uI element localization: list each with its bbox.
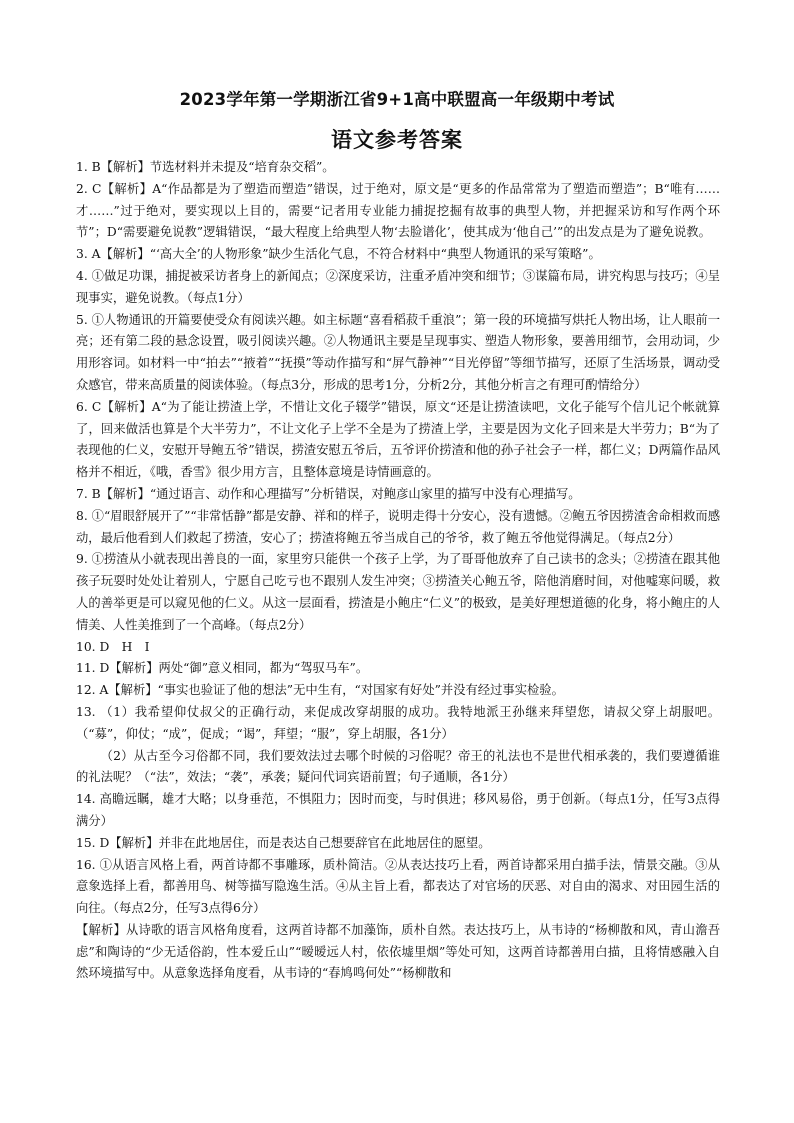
answer-paragraph: 14. 高瞻远瞩，雄才大略；以身垂范，不惧阻力；因时而变，与时俱进；移风易俗，勇于创新。（每点1分，任写3点得满分）: [76, 792, 720, 828]
answer-paragraph: 【解析】从诗歌的语言风格角度看，这两首诗都不加藻饰，质朴自然。表达技巧上，从韦诗的“杨柳散和风，青山澹吾虑”和陶诗的“少无适俗韵，性本爱丘山”“暧暧远人村，依依墟里烟”等处可知，这两首诗都善用白描，且将情感融入自然环境描写中。从意象选择角度看，从韦诗的“春鸠鸣何处”“杨柳散和: [76, 922, 720, 981]
answer-paragraph: 5. ①人物通讯的开篇要使受众有阅读兴趣。如主标题“喜看稻菽千重浪”；第一段的环境描写烘托人物出场，让人眼前一亮；还有第二段的悬念设置，吸引阅读兴趣。②人物通讯主要是呈现事实、塑造人物形象，要善用细节，会用动词，少用形容词。如材料一中“拍去”“掖着”“抚摸”等动作描写和“屏气静神”“目光停留”等细节描写，还原了生活场景，调动受众感官，带来高质量的阅读体验。（每点3分，形成的思考1分，分析2分，其他分析言之有理可酌情给分）: [76, 312, 720, 392]
answer-paragraph: 1. B【解析】节选材料并未提及“培育杂交稻”。: [76, 160, 335, 174]
answer-paragraph: 8. ①“眉眼舒展开了”“非常恬静”都是安静、祥和的样子，说明走得十分安心，没有遗憾。②鲍五爷因捞渣舍命相救而感动，最后他看到人们救起了捞渣，安心了；捞渣将鲍五爷当成自己的爷爷，救了鲍五爷他觉得满足。（每点2分）: [76, 508, 720, 545]
answer-paragraph: 7. B【解析】“通过语言、动作和心理描写”分析错误，对鲍彦山家里的描写中没有心理描写。: [76, 486, 581, 501]
document-subtitle: 语文参考答案: [331, 128, 463, 152]
answer-paragraph: 4. ①做足功课，捕捉被采访者身上的新闻点；②深度采访，注重矛盾冲突和细节；③谋篇布局，讲究构思与技巧；④呈现事实，避免说教。（每点1分）: [76, 268, 720, 305]
answer-paragraph: 9. ①捞渣从小就表现出善良的一面，家里穷只能供一个孩子上学，为了哥哥他放弃了自己读书的念头；②捞渣在跟其他孩子玩耍时处处让着别人，宁愿自己吃亏也不跟别人发生冲突；③捞渣关心鲍五爷，陪他消磨时间，对他嘘寒问暖，救人的善举更是可以窥见他的仁义。从这一层面看，捞渣是小鲍庄“仁义”的极致，是美好理想道德的化身，将小鲍庄的人情美、人性美推到了一个高峰。（每点2分）: [76, 552, 720, 632]
answer-paragraph: 10. D H I: [76, 639, 150, 654]
answer-paragraph: （2）从古至今习俗都不同，我们要效法过去哪个时候的习俗呢？帝王的礼法也不是世代相承袭的，我们要遵循谁的礼法呢？（“法”，效法；“袭”，承袭；疑问代词宾语前置；句子通顺，各1分）: [76, 748, 720, 785]
answer-body: [76, 157, 720, 985]
answer-paragraph: 15. D【解析】并非在此地居住，而是表达自己想要辞官在此地居住的愿望。: [76, 835, 491, 850]
answer-paragraph: 11. D【解析】两处“御”意义相同，都为“驾驭马车”。: [76, 661, 369, 676]
answer-paragraph: 6. C【解析】A“为了能让捞渣上学，不惜让文化子辍学”错误，原文“还是让捞渣读吧，文化子能写个信儿记个帐就算了，回来做活也算是个大半劳力”，不让文化子上学不全是为了捞渣上学，主要是因为文化子回来是大半劳力；B“为了表现他的仁义，安慰开导鲍五爷”错误，捞渣安慰五爷后，五爷评价捞渣和他的孙子社会子一样，都仁义；D两篇作品风格并不相近，《哦，香雪》很少用方言，且整体意境是诗情画意的。: [76, 399, 720, 480]
answer-paragraph: 2. C【解析】A“作品都是为了塑造而塑造”错误，过于绝对，原文是“更多的作品常常为了塑造而塑造”；B“唯有……才……”过于绝对，要实现以上目的，需要“记者用专业能力捕捉挖掘有故事的典型人物，并把握采访和写作两个环节”；D“需要避免说教”逻辑错误，“最大程度上给典型人物‘去脸谱化’，使其成为‘他自己’”的出发点是为了避免说教。: [76, 181, 720, 240]
answer-paragraph: 3. A【解析】“‘高大全’的人物形象”缺少生活化气息，不符合材料中“典型人物通讯的采写策略”。: [76, 247, 601, 262]
answer-paragraph: 12. A【解析】“事实也验证了他的想法”无中生有，“对国家有好处”并没有经过事实检验。: [76, 683, 564, 698]
answer-paragraph: 13. （1）我希望仰仗叔父的正确行动，来促成改穿胡服的成功。我特地派王孙继来拜望您，请叔父穿上胡服吧。（“募”，仰仗；“成”，促成；“谒”，拜望；“服”，穿上胡服，各1分）: [76, 704, 720, 741]
answer-paragraph: 16. ①从语言风格上看，两首诗都不事雕琢，质朴简洁。②从表达技巧上看，两首诗都采用白描手法，情景交融。③从意象选择上看，都善用鸟、树等描写隐逸生活。④从主旨上看，都表达了对官场的厌恶、对自由的渴求、对田园生活的向往。（每点2分，任写3点得6分）: [76, 857, 720, 916]
exam-title: 2023学年第一学期浙江省9+1高中联盟高一年级期中考试: [179, 90, 615, 109]
